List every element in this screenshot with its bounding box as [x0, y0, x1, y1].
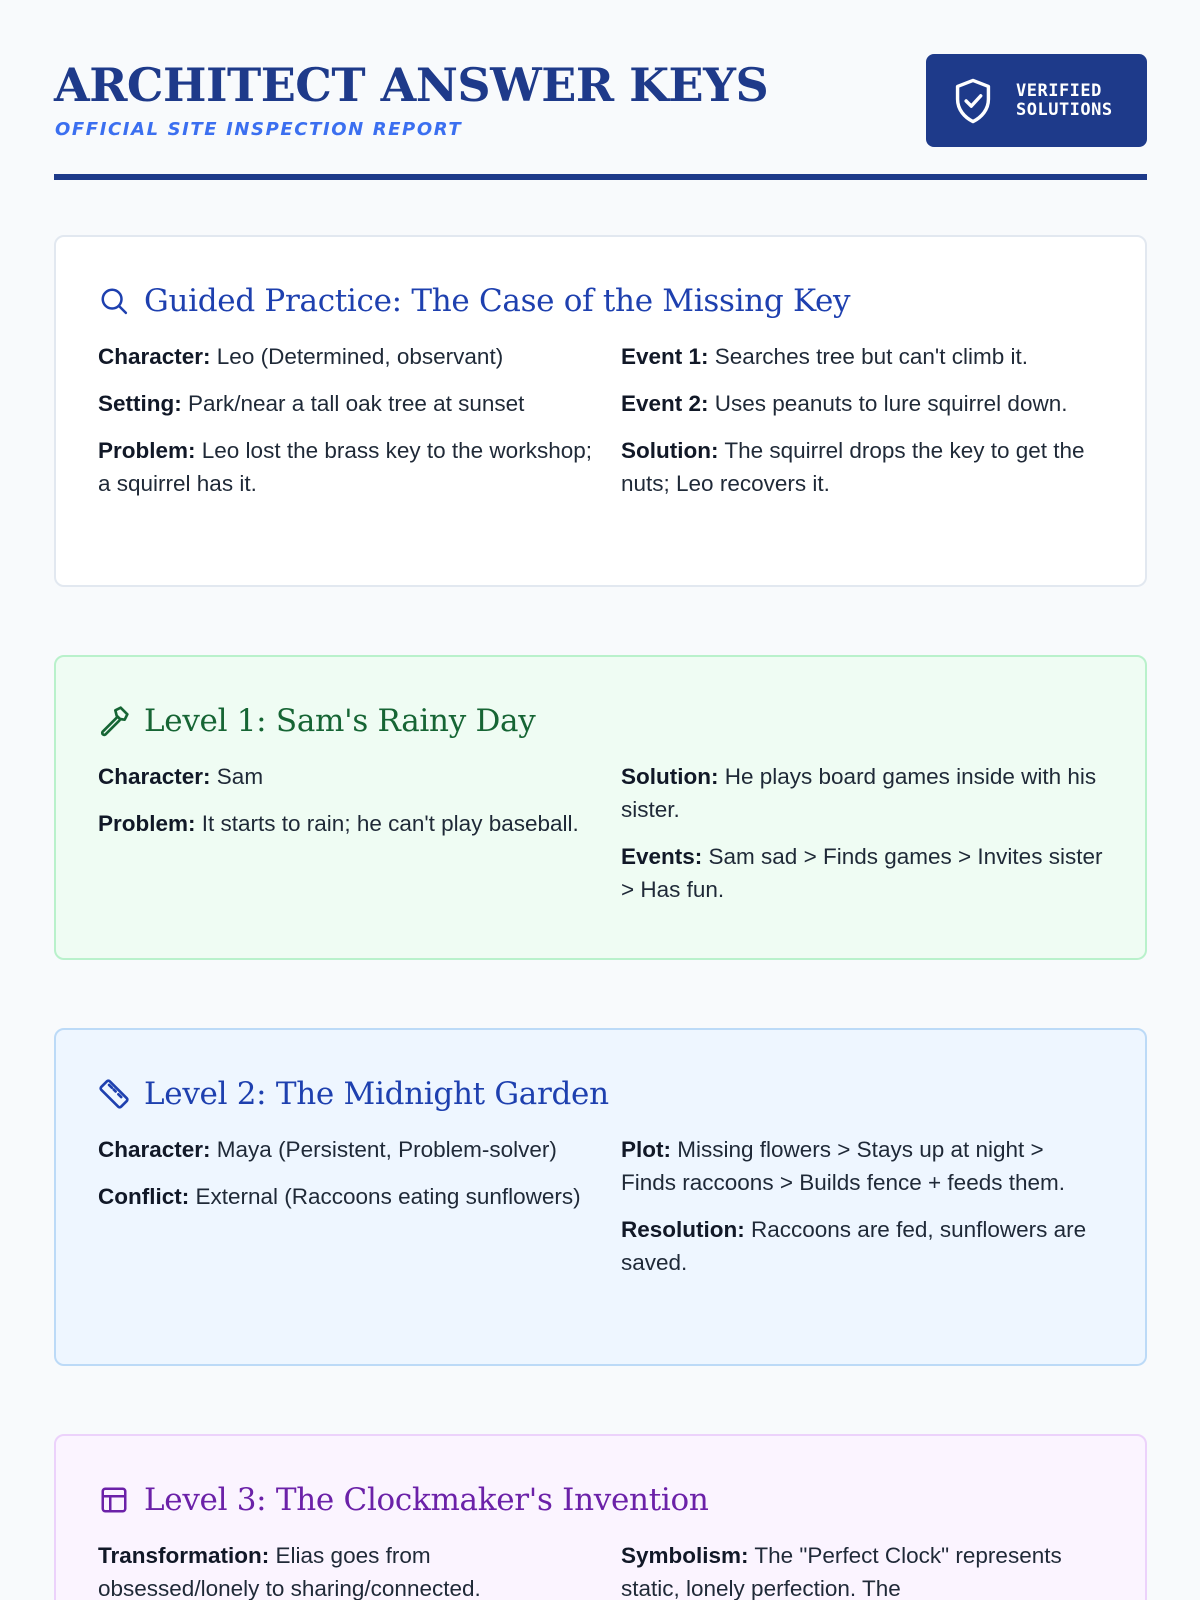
card-columns	[98, 760, 1103, 920]
detail-item	[621, 840, 1103, 906]
answer-key-page	[54, 0, 1147, 1600]
card-title: Level 1: Sam's Rainy Day	[144, 703, 536, 739]
detail-text: Sam	[210, 764, 264, 789]
left-column	[98, 340, 621, 514]
detail-item	[98, 340, 597, 373]
detail-label: Problem:	[98, 438, 196, 463]
detail-item	[621, 1539, 1103, 1600]
level-1-card	[54, 655, 1147, 960]
detail-label: Conflict:	[98, 1184, 190, 1209]
search-icon	[98, 285, 130, 317]
detail-text: Park/near a tall oak tree at sunset	[181, 391, 525, 416]
page-title: ARCHITECT ANSWER KEYS	[54, 58, 769, 112]
shield-check-icon	[952, 77, 994, 125]
report-header	[54, 0, 1147, 180]
detail-item	[98, 807, 597, 840]
detail-text: Raccoons are fed, sunflowers are saved.	[621, 1217, 1087, 1275]
detail-label: Events:	[621, 844, 703, 869]
card-columns	[98, 1133, 1103, 1293]
detail-label: Setting:	[98, 391, 182, 416]
verified-badge	[926, 54, 1147, 147]
card-header	[98, 279, 1103, 323]
card-header	[98, 699, 1103, 743]
detail-label: Character:	[98, 1137, 211, 1162]
detail-text: Searches tree but can't climb it.	[708, 344, 1028, 369]
card-title: Level 2: The Midnight Garden	[144, 1076, 609, 1112]
badge-text	[1016, 82, 1113, 120]
detail-item	[98, 1133, 597, 1166]
badge-line-2: SOLUTIONS	[1016, 99, 1113, 120]
left-column	[98, 1539, 621, 1600]
detail-item	[621, 760, 1103, 826]
detail-label: Event 2:	[621, 391, 709, 416]
card-columns	[98, 1539, 1103, 1600]
card-columns	[98, 340, 1103, 514]
left-column	[98, 760, 621, 920]
card-header	[98, 1072, 1103, 1116]
detail-text: The "Perfect Clock" represents static, lonely perfection. The	[621, 1543, 1062, 1600]
detail-label: Transformation:	[98, 1543, 270, 1568]
detail-item	[621, 340, 1103, 373]
detail-label: Event 1:	[621, 344, 709, 369]
layout-icon	[98, 1484, 130, 1516]
card-title: Guided Practice: The Case of the Missing Key	[144, 283, 851, 319]
right-column	[621, 340, 1103, 514]
card-header	[98, 1478, 1103, 1522]
left-column	[98, 1133, 621, 1293]
detail-label: Symbolism:	[621, 1543, 749, 1568]
detail-item	[98, 1539, 597, 1600]
hammer-icon	[98, 705, 130, 737]
detail-text: External (Raccoons eating sunflowers)	[189, 1184, 581, 1209]
detail-item	[98, 434, 597, 500]
right-column	[621, 1539, 1103, 1600]
header-divider	[54, 174, 1147, 180]
detail-label: Problem:	[98, 811, 196, 836]
detail-label: Solution:	[621, 438, 719, 463]
detail-text: Leo (Determined, observant)	[210, 344, 504, 369]
detail-text: Maya (Persistent, Problem-solver)	[210, 1137, 557, 1162]
detail-text: Elias goes from obsessed/lonely to sharing/connected.	[98, 1543, 481, 1600]
detail-label: Plot:	[621, 1137, 671, 1162]
detail-item	[621, 434, 1103, 500]
detail-label: Resolution:	[621, 1217, 745, 1242]
detail-text: Missing flowers > Stays up at night > Finds raccoons > Builds fence + feeds them.	[621, 1137, 1065, 1195]
guided-practice-card	[54, 235, 1147, 587]
page-subtitle: OFFICIAL SITE INSPECTION REPORT	[55, 119, 463, 140]
detail-text: Uses peanuts to lure squirrel down.	[708, 391, 1068, 416]
level-3-card	[54, 1434, 1147, 1600]
detail-item	[621, 1213, 1103, 1279]
card-title: Level 3: The Clockmaker's Invention	[144, 1482, 709, 1518]
detail-item	[98, 760, 597, 793]
detail-label: Character:	[98, 344, 211, 369]
detail-text: He plays board games inside with his sister.	[621, 764, 1097, 822]
detail-text: Leo lost the brass key to the workshop; a squirrel has it.	[98, 438, 592, 496]
detail-text: It starts to rain; he can't play baseball.	[195, 811, 579, 836]
detail-item	[98, 387, 597, 420]
detail-label: Character:	[98, 764, 211, 789]
right-column	[621, 760, 1103, 920]
detail-item	[621, 387, 1103, 420]
detail-text: The squirrel drops the key to get the nuts; Leo recovers it.	[621, 438, 1085, 496]
detail-label: Solution:	[621, 764, 719, 789]
ruler-icon	[98, 1078, 130, 1110]
detail-item	[621, 1133, 1103, 1199]
level-2-card	[54, 1028, 1147, 1366]
detail-item	[98, 1180, 597, 1213]
badge-line-1: VERIFIED	[1016, 80, 1102, 101]
detail-text: Sam sad > Finds games > Invites sister > Has fun.	[621, 844, 1103, 902]
right-column	[621, 1133, 1103, 1293]
